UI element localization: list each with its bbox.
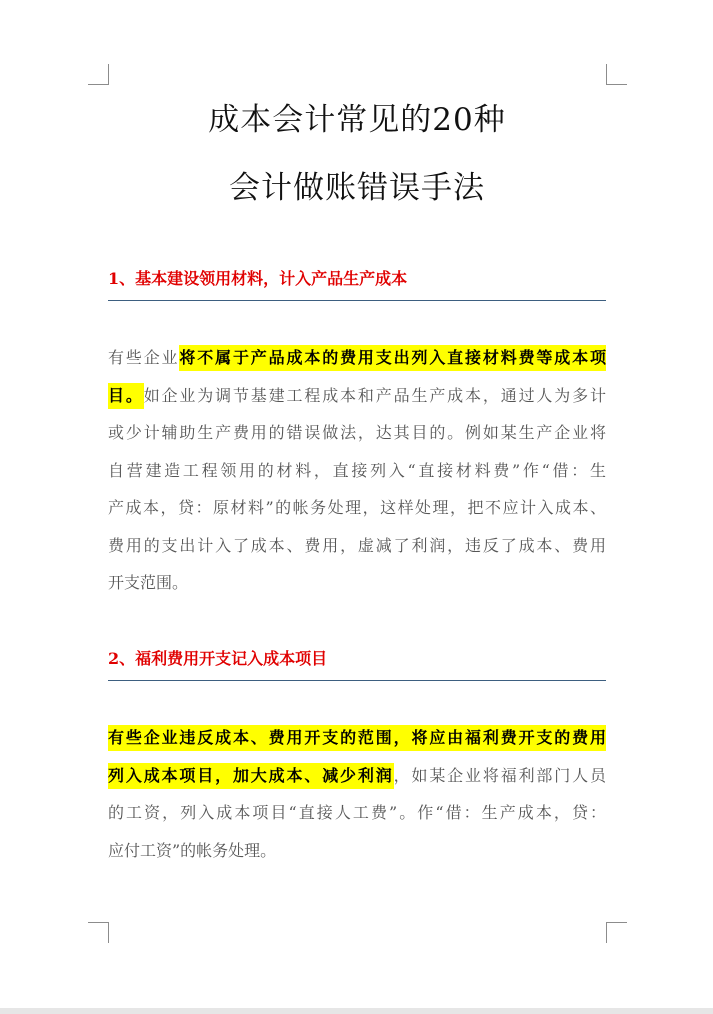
paragraph-line — [108, 761, 606, 799]
highlighted-text: 列入成本项目，加大成本、减少利润 — [108, 763, 394, 789]
section-2-paragraph — [108, 723, 606, 873]
section-2-heading: 2、福利费用开支记入成本项目 — [108, 649, 328, 668]
section-1-paragraph — [108, 343, 606, 606]
paragraph-line: 的工资，列入成本项目“直接人工费”。作“借：生产成本，贷： — [108, 803, 606, 822]
highlighted-text: 有些企业违反成本、费用开支的范围，将应由福利费开支的费用 — [108, 725, 606, 751]
page-corner-mark-top-left — [88, 64, 109, 85]
paragraph-line — [108, 723, 606, 761]
text-run: 有些企业 — [108, 348, 180, 367]
document-title-line-1: 成本会计常见的20种 — [208, 102, 506, 138]
paragraph-line: 费用的支出计入了成本、费用，虚减了利润，违反了成本、费用 — [108, 535, 606, 555]
paragraph-line: 应付工资”的帐务处理。 — [108, 840, 277, 860]
section-1-heading: 1、基本建设领用材料，计入产品生产成本 — [108, 269, 408, 288]
section-1-divider — [108, 300, 606, 301]
paragraph-line: 产成本，贷：原材料”的帐务处理，这样处理，把不应计入成本、 — [108, 498, 606, 517]
section-2-divider — [108, 680, 606, 681]
page-corner-mark-top-right — [606, 64, 627, 85]
paragraph-line: 自营建造工程领用的材料，直接列入“直接材料费”作“借：生 — [108, 460, 606, 480]
highlighted-text: 将不属于产品成本的费用支出列入直接材料费等成本项 — [179, 345, 606, 371]
paragraph-line: 或少计辅助生产费用的错误做法，达其目的。例如某生产企业将 — [108, 423, 606, 442]
text-run: ，如某企业将福利部门人员 — [393, 765, 606, 785]
document-title-line-2: 会计做账错误手法 — [229, 170, 485, 206]
paragraph-line — [108, 381, 606, 419]
text-run: 如企业为调节基建工程成本和产品生产成本，通过人为多计 — [143, 385, 606, 405]
paragraph-line — [108, 343, 606, 381]
page-corner-mark-bottom-right — [606, 922, 627, 943]
paragraph-line: 开支范围。 — [108, 573, 189, 592]
page-bottom-edge — [0, 1008, 713, 1014]
page-corner-mark-bottom-left — [88, 922, 109, 943]
highlighted-text: 目。 — [108, 383, 144, 409]
